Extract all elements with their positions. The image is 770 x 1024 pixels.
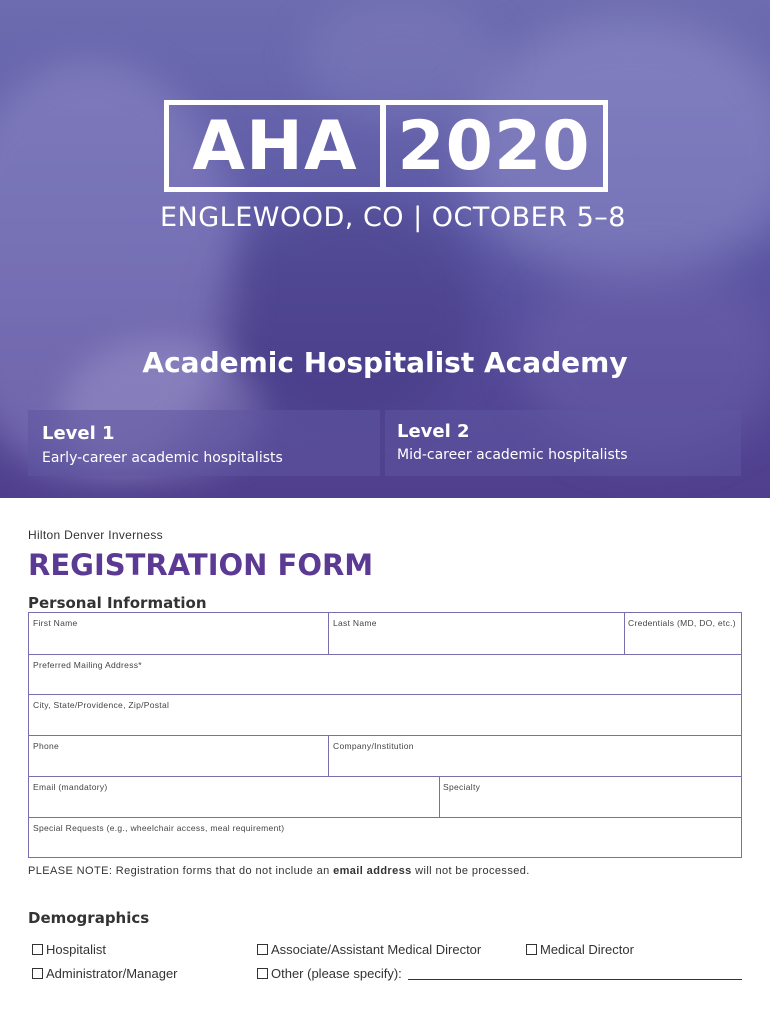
option-label: Medical Director [540, 942, 634, 957]
mailing-address-field[interactable] [29, 655, 741, 694]
level-2-description: Mid-career academic hospitalists [397, 447, 628, 463]
checkbox-icon[interactable] [526, 944, 537, 955]
first-name-label: First Name [33, 618, 78, 628]
email-label: Email (mandatory) [33, 782, 108, 792]
email-field[interactable] [29, 777, 439, 817]
option-label: Other (please specify): [271, 966, 402, 981]
level-1-card [28, 410, 380, 476]
first-name-field[interactable] [29, 613, 328, 654]
credentials-field[interactable] [625, 613, 741, 654]
option-label: Administrator/Manager [46, 966, 178, 981]
level-1-description: Early-career academic hospitalists [42, 450, 283, 466]
phone-label: Phone [33, 741, 60, 751]
specialty-label: Specialty [443, 782, 481, 792]
academy-title: Academic Hospitalist Academy [142, 346, 628, 379]
specialty-field[interactable] [440, 777, 741, 817]
last-name-label: Last Name [333, 618, 377, 628]
company-field[interactable] [329, 736, 741, 776]
option-label: Associate/Assistant Medical Director [271, 942, 482, 957]
level-1-title: Level 1 [42, 423, 115, 444]
option-label: Hospitalist [46, 942, 106, 957]
last-name-field[interactable] [329, 613, 624, 654]
demographics-heading: Demographics [28, 909, 150, 927]
credentials-label: Credentials (MD, DO, etc.) [628, 618, 736, 628]
level-2-card [385, 410, 741, 476]
city-state-zip-label: City, State/Providence, Zip/Postal [33, 700, 170, 710]
email-required-note [28, 865, 530, 877]
special-requests-label: Special Requests (e.g., wheelchair access, meal requirement) [33, 823, 285, 833]
background-photo-blur [220, 200, 480, 420]
personal-info-heading: Personal Information [28, 594, 207, 612]
option-hospitalist[interactable] [32, 942, 106, 957]
special-requests-field[interactable] [29, 818, 741, 857]
form-title: REGISTRATION FORM [28, 548, 374, 582]
checkbox-icon[interactable] [257, 968, 268, 979]
option-administrator[interactable] [32, 966, 178, 981]
venue-name: Hilton Denver Inverness [28, 528, 163, 542]
checkbox-icon[interactable] [32, 968, 43, 979]
mailing-address-label: Preferred Mailing Address* [33, 660, 142, 670]
option-other[interactable] [257, 966, 742, 981]
checkbox-icon[interactable] [257, 944, 268, 955]
checkbox-icon[interactable] [32, 944, 43, 955]
level-2-title: Level 2 [397, 421, 470, 442]
logo-year: 2020 [380, 100, 608, 192]
other-specify-input[interactable] [408, 967, 742, 980]
phone-field[interactable] [29, 736, 328, 776]
note-suffix: will not be processed. [411, 865, 530, 877]
personal-info-form [28, 612, 742, 858]
city-state-zip-field[interactable] [29, 695, 741, 735]
event-logo [164, 100, 608, 192]
hero-banner [0, 0, 770, 498]
event-location-date: ENGLEWOOD, CO | OCTOBER 5–8 [160, 202, 626, 233]
option-medical-director[interactable] [526, 942, 634, 957]
note-emphasis: email address [333, 865, 412, 877]
company-label: Company/Institution [333, 741, 414, 751]
note-prefix: PLEASE NOTE: Registration forms that do not include an [28, 865, 334, 877]
option-associate-director[interactable] [257, 942, 481, 957]
logo-aha: AHA [164, 100, 386, 192]
